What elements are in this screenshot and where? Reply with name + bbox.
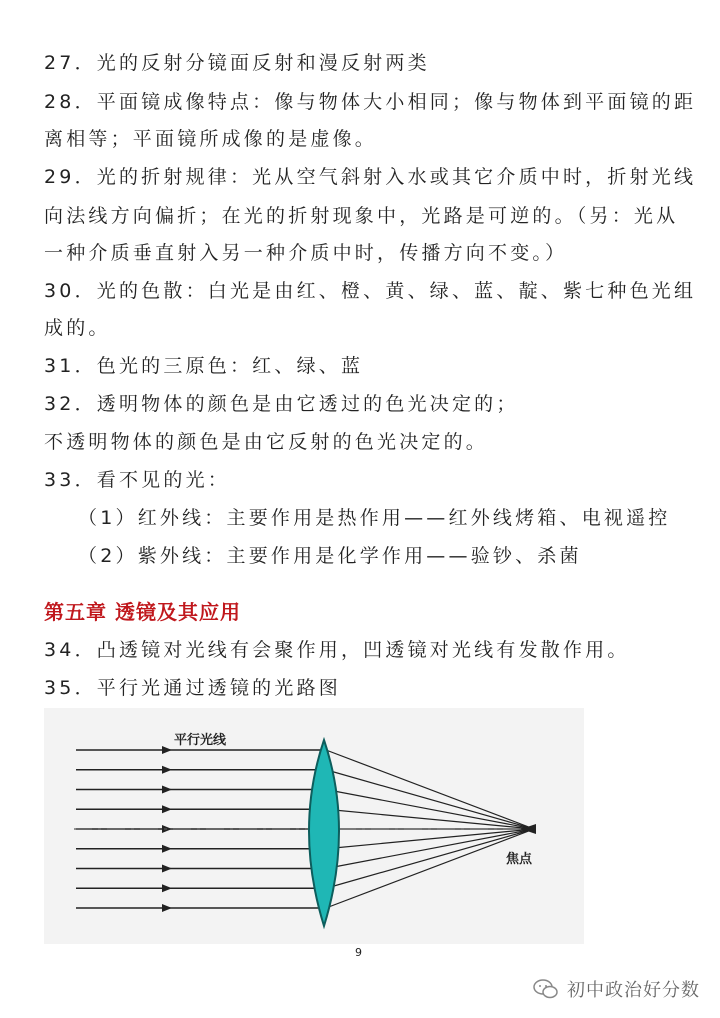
line-32-cont: 不透明物体的颜色是由它反射的色光决定的。 — [44, 431, 489, 453]
line-29: 29．光的折射规律：光从空气斜射入水或其它介质中时，折射光线 — [44, 166, 697, 188]
refracted-ray — [326, 809, 534, 829]
wechat-icon — [533, 979, 559, 999]
page-number: 9 — [355, 946, 362, 959]
line-33: 33．看不见的光： — [44, 469, 230, 491]
lens-diagram-svg — [44, 708, 584, 944]
line-32: 32．透明物体的颜色是由它透过的色光决定的； — [44, 393, 519, 415]
refracted-ray — [326, 829, 534, 888]
sub-item-ultraviolet: （2）紫外线：主要作用是化学作用——验钞、杀菌 — [78, 545, 582, 567]
ray-arrow — [162, 845, 172, 853]
ray-arrow — [162, 746, 172, 754]
line-28: 28．平面镜成像特点：像与物体大小相同；像与物体到平面镜的距 — [44, 91, 697, 113]
refracted-ray — [326, 750, 534, 829]
refracted-ray — [326, 829, 534, 869]
line-27: 27．光的反射分镜面反射和漫反射两类 — [44, 52, 430, 74]
line-34: 34．凸透镜对光线有会聚作用，凹透镜对光线有发散作用。 — [44, 639, 630, 661]
chapter-title: 第五章 透镜及其应用 — [44, 600, 241, 624]
ray-arrow — [162, 786, 172, 794]
refracted-ray — [326, 829, 534, 849]
line-30-cont: 成的。 — [44, 317, 111, 339]
convex-lens — [309, 740, 339, 926]
ray-arrow — [162, 884, 172, 892]
line-31: 31．色光的三原色：红、绿、蓝 — [44, 355, 364, 377]
refracted-ray — [326, 790, 534, 830]
label-parallel-rays: 平行光线 — [174, 732, 227, 747]
line-28-cont: 离相等；平面镜所成像的是虚像。 — [44, 128, 378, 150]
sub-item-infrared: （1）红外线：主要作用是热作用——红外线烤箱、电视遥控 — [78, 507, 671, 529]
watermark — [533, 976, 700, 1002]
lens-ray-diagram — [44, 708, 584, 944]
ray-arrow — [162, 766, 172, 774]
line-29-cont-2: 一种介质垂直射入另一种介质中时，传播方向不变。） — [44, 242, 568, 264]
line-29-cont-1: 向法线方向偏折；在光的折射现象中，光路是可逆的。（另：光从 — [44, 205, 679, 227]
line-30: 30．光的色散：白光是由红、橙、黄、绿、蓝、靛、紫七种色光组 — [44, 280, 697, 302]
line-35: 35．平行光通过透镜的光路图 — [44, 677, 341, 699]
ray-arrow — [162, 805, 172, 813]
ray-arrow — [162, 865, 172, 873]
label-focus: 焦点 — [506, 851, 533, 866]
ray-arrow — [162, 904, 172, 912]
refracted-ray — [326, 770, 534, 829]
watermark-text: 初中政治好分数 — [567, 980, 700, 1001]
ray-arrow — [162, 825, 172, 833]
refracted-ray — [326, 829, 534, 908]
